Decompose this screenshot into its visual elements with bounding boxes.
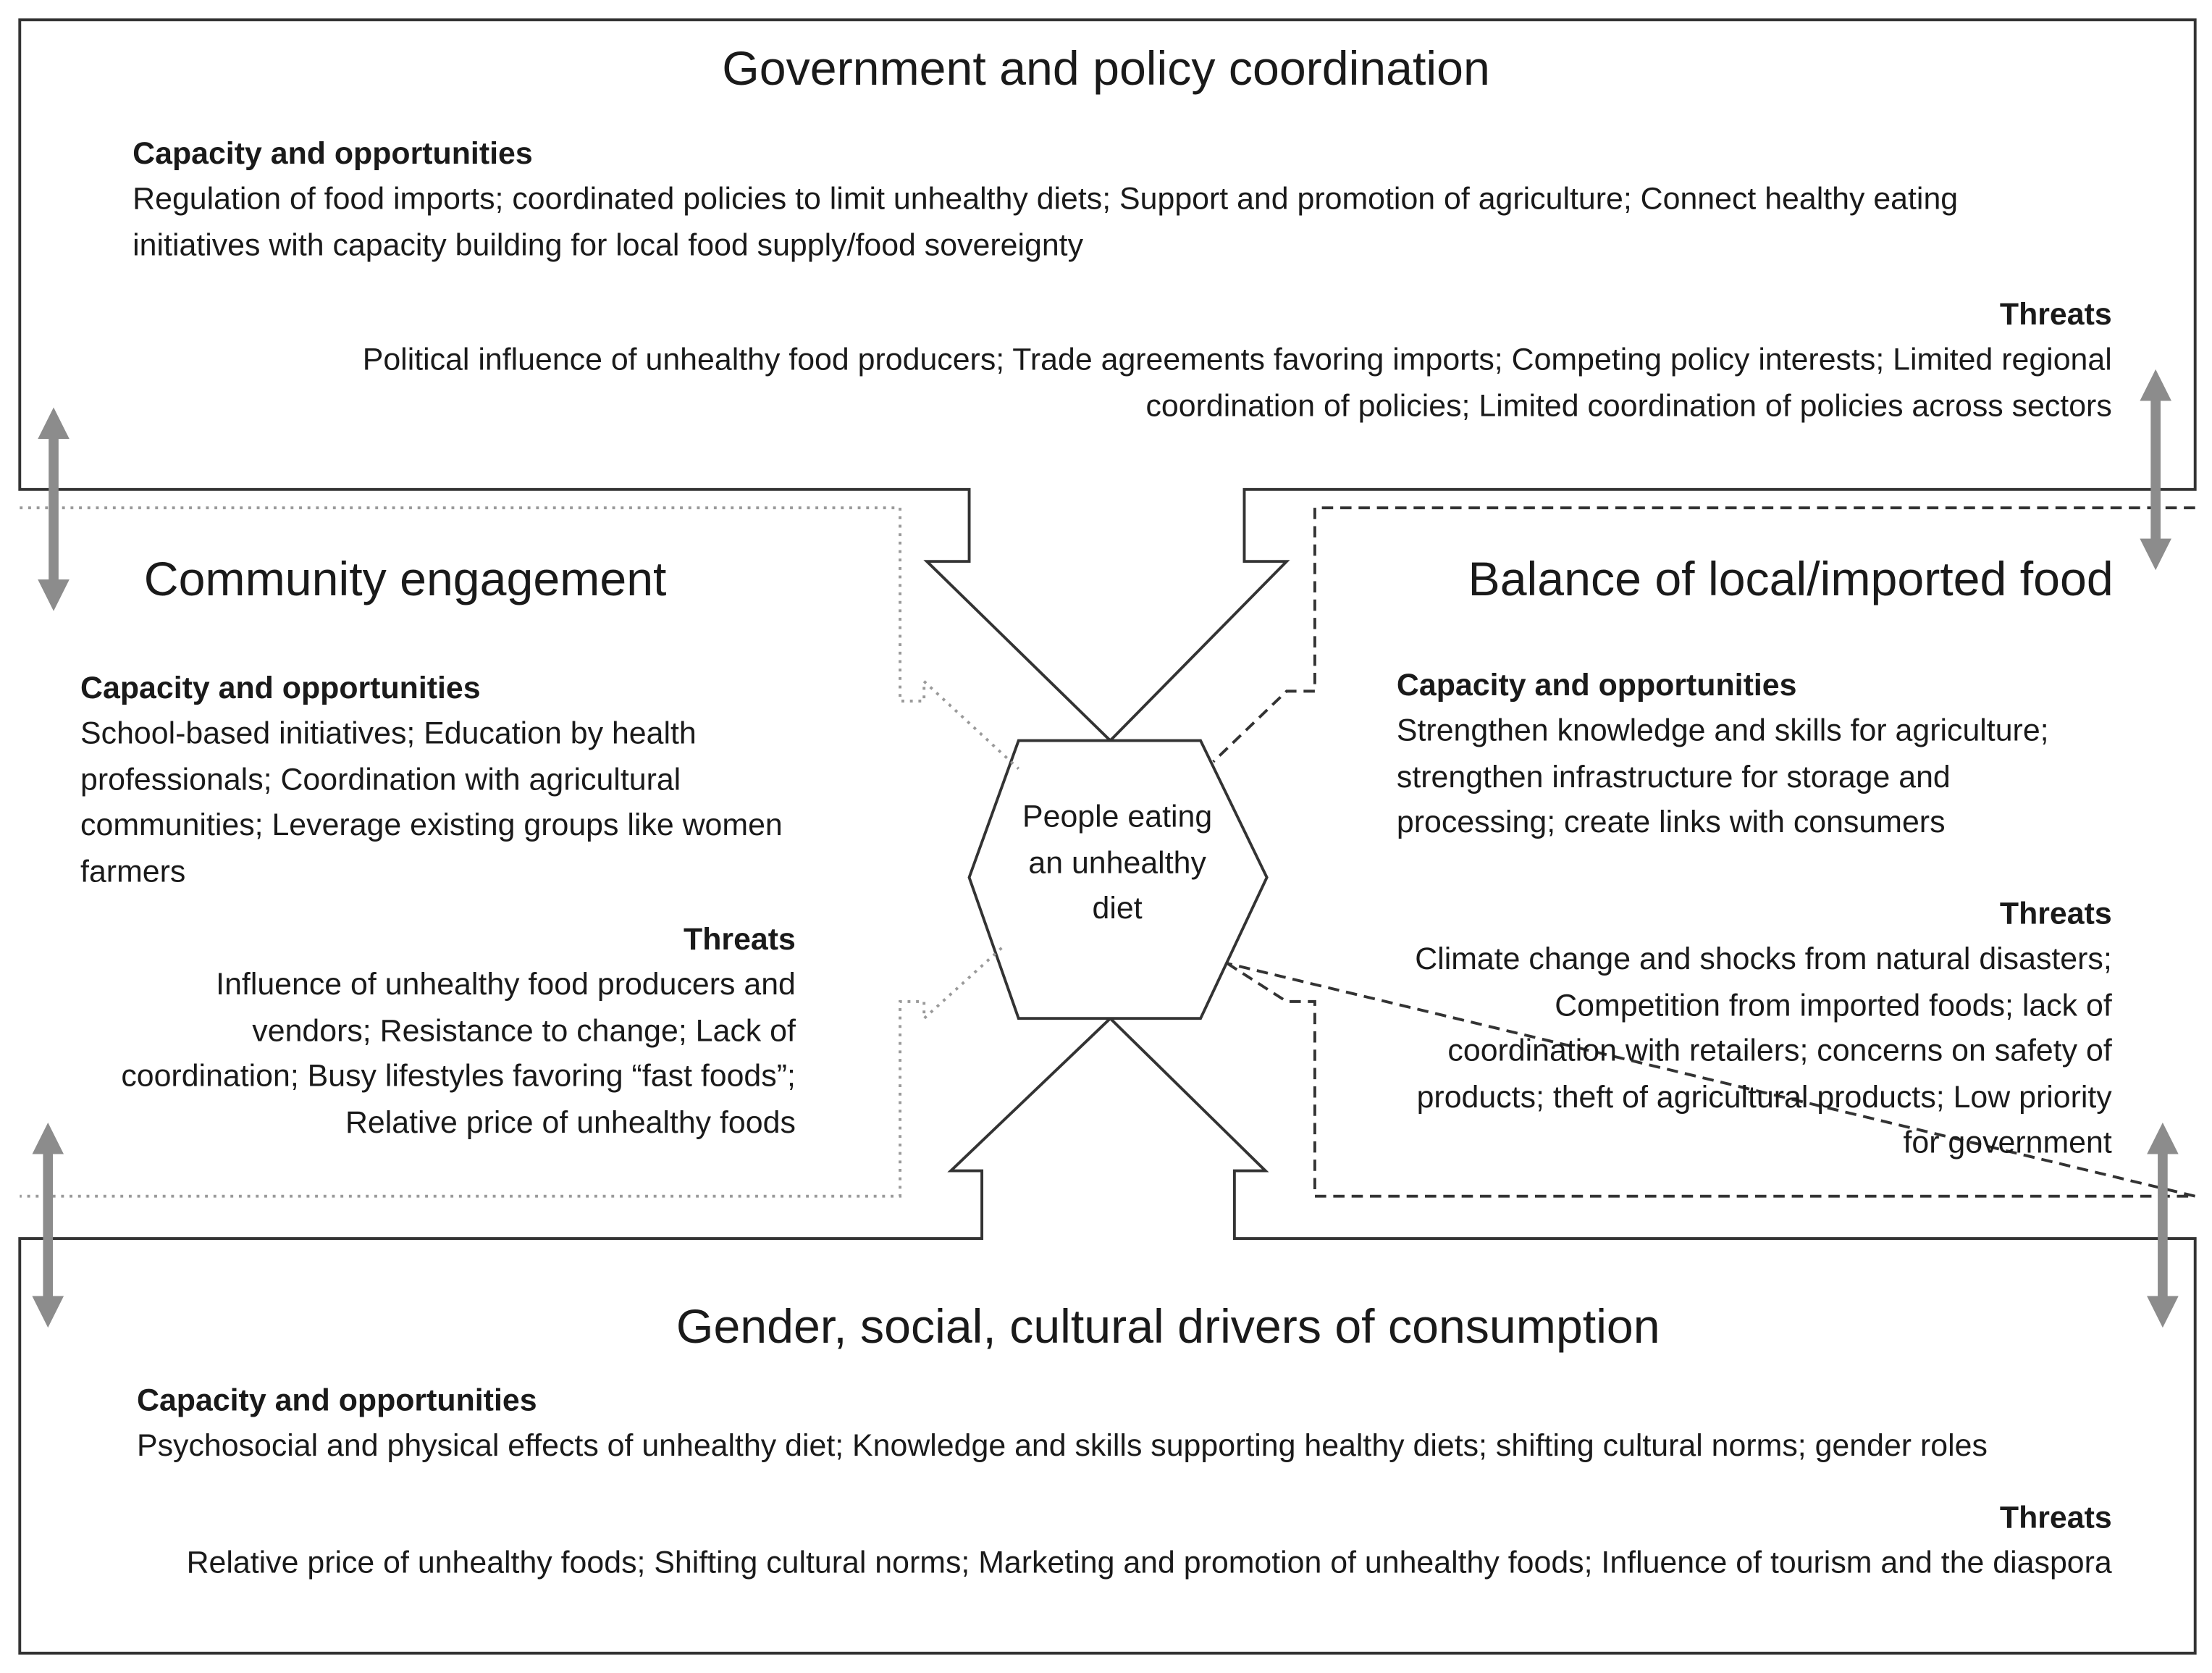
balance-threats-heading: Threats <box>1999 895 2112 931</box>
community-threats <box>98 917 796 1146</box>
government-threats <box>211 292 2111 429</box>
community-threats-heading: Threats <box>684 921 796 957</box>
government-capacity <box>133 131 2051 268</box>
government-threats-text: Political influence of unhealthy food producers; Trade agreements favoring imports; Competing policy interests; Limited regional coordination of policies; Limited coordination of policies across sectors <box>362 341 2112 423</box>
balance-capacity-text: Strengthen knowledge and skills for agriculture; strengthen infrastructure for storage and processing; create links with consumers <box>1396 712 2049 839</box>
balance-capacity <box>1397 663 2074 845</box>
balance-capacity-heading: Capacity and opportunities <box>1396 667 1797 703</box>
government-capacity-text: Regulation of food imports; coordinated policies to limit unhealthy diets; Support and promotion of agriculture; Connect healthy eating initiatives with capacity building for local food supply/food sovereignty <box>133 180 1959 262</box>
balance-threats-text: Climate change and shocks from natural disasters; Competition from imported foods; lack of coordination with retailers; concerns on safety of products; theft of agricultural products; Low priority for government <box>1415 941 2112 1160</box>
community-threats-text: Influence of unhealthy food producers and vendors; Resistance to change; Lack of coordination; Busy lifestyles favoring “fast foods”; Relative price of unhealthy foods <box>121 966 796 1139</box>
community-capacity-text: School-based initiatives; Education by health professionals; Coordination with agricultural communities; Leverage existing groups like women farmers <box>80 715 783 889</box>
gender-capacity-heading: Capacity and opportunities <box>136 1382 537 1418</box>
balance-threats <box>1397 892 2112 1166</box>
gender-threats-text: Relative price of unhealthy foods; Shifting cultural norms; Marketing and promotion of unhealthy foods; Influence of tourism and the diaspora <box>186 1544 2112 1580</box>
government-threats-heading: Threats <box>1999 296 2112 332</box>
center-label: People eating an unhealthy diet <box>1022 798 1213 926</box>
gender-threats-heading: Threats <box>1999 1499 2112 1535</box>
gender-capacity <box>137 1378 2084 1469</box>
community-title: Community engagement <box>143 553 667 607</box>
community-capacity <box>80 666 800 894</box>
community-capacity-heading: Capacity and opportunities <box>80 670 481 705</box>
gender-capacity-text: Psychosocial and physical effects of unhealthy diet; Knowledge and skills supporting healthy diets; shifting cultural norms; gender roles <box>136 1427 1988 1463</box>
balance-title: Balance of local/imported food <box>1468 553 2114 607</box>
gender-title: Gender, social, cultural drivers of consumption <box>676 1300 1660 1354</box>
government-title: Government and policy coordination <box>722 42 1490 96</box>
government-capacity-heading: Capacity and opportunities <box>133 135 533 171</box>
gender-threats <box>141 1496 2112 1587</box>
